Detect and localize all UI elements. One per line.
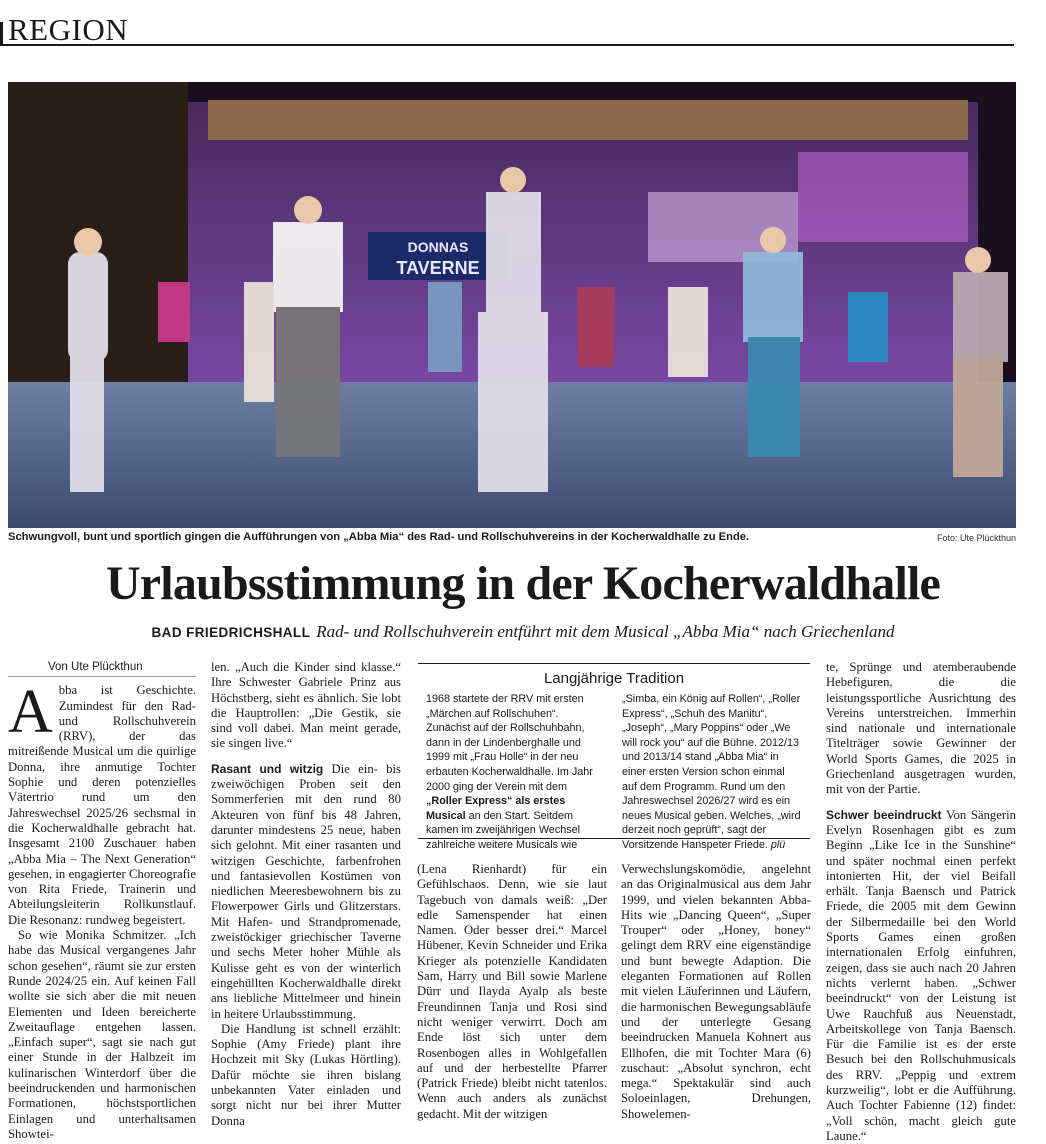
photo-caption: Schwungvoll, bunt und sportlich gingen die Aufführungen von „Abba Mia“ des Rad- und Rollschuhvereins in der Kocherwaldhalle zu Ende. <box>8 531 750 543</box>
headline: Urlaubsstimmung in der Kocherwaldhalle <box>105 557 941 610</box>
stage-photo-illustration <box>8 82 1016 528</box>
paragraph: len. „Auch die Kinder sind klasse.“ Ihre Schwester Gabriele Prinz aus Höchstberg, sieht es ähnlich. Sie lobt die Hauptrollen: „Die Gestik, sie sind voll dabei. Man meint gerade, sie singen live.“ <box>211 660 401 751</box>
byline: Von Ute Plückthun <box>48 661 143 673</box>
sign-taverne: TAVERNE <box>396 258 480 278</box>
info-box-text: 1968 startete der RRV mit ersten „Märchen auf Rollschuhen“. Zunächst auf der Rollschuhbahn, dann in der Lindenberghalle und 1999 mit „Frau Holle“ in der neu erbauten Kocherwaldhalle. Im Jahr 2000 ging der Verein mit dem „Roller Express“ als erstes Musical an den Start. Seitdem kamen im zweijährigen Wechsel zahlreiche weitere Musicals wie „Simba, ein König auf Rollen“, „Roller Express“, „Schuh des Manitu“, „Joseph“, „Mary Poppins“ oder „We will rock you“ auf die Bühne. 2012/13 und 2013/14 stand „Abba Mia“ in einer ersten Version schon einmal auf dem Programm. Rund um den Jahreswechsel 2026/27 wird es ein neues Musical geben. Welches, „wird derzeit noch geprüft“, sagt der Vorsitzende Hanspeter Friede. plü <box>426 693 801 851</box>
article-column-1 <box>8 660 196 1142</box>
drop-cap: A <box>8 678 53 747</box>
paragraph: Die ein- bis zweiwöchigen Proben seit den Sommerferien mit den rund 80 Akteuren von fünf bis 48 Jahren, darunter mindestens 25 neue, haben sich gelohnt. Mit einer rasanten und witzigen Geschichte, farbenfrohen und fantasievollen Kostümen von niedlichen Meeresbewohnern bis zu Flowerpower Girls und Glitzerstars. Mit Hafen- und Strandpromenade, zweistöckiger griechischer Taverne und sechs Meter hoher Mühle als Kulisse geht es von der winterlich eingehüllten Kocherwaldhalle direkt ans liebliche Mittelmeer und hinein in heitere Urlaubsstimmung. <box>211 761 401 1021</box>
info-box-title: Langjährige Tradition <box>543 670 685 687</box>
paragraph: So wie Monika Schmitzer. „Ich habe das Musical vergangenes Jahr schon gesehen“, räumt sie zur ersten Runde 2024/25 ein. Auf keinen Fall wollte sie sich aber die mit neuen Elementen und Ideen bereicherte Zweitauflage entgehen lassen. „Einfach super“, sagt sie nach gut einer Stunde in der Halbzeit im kulinarischen Winterdorf über die beeindruckenden und harmonischen Formationen, höchstsportlichen Einlagen und unterhaltsamen Showtei- <box>8 928 196 1141</box>
section-bar <box>0 22 3 46</box>
subheadline <box>0 622 1046 642</box>
subheading: Schwer beeindruckt <box>826 807 942 822</box>
byline-rule <box>8 676 196 677</box>
article-column-2 <box>211 660 401 1129</box>
paragraph: Verwechslungskomödie, angelehnt an das Originalmusical aus dem Jahr 1999, und vielen bekannten Abba-Hits wie „Dancing Queen“, „Super Trouper“ oder „Honey, honey“ gelingt dem RRV eine eigenständige und bunt bewegte Adaption. Die eleganten Formationen auf Rollen mit vielen Läuferinnen und Läufern, die harmonischen Bewegungsabläufe und der unterlegte Gesang beeindrucken Manuela Kohnert aus Ellhofen, die mit Tochter Mara (6) zuschaut: „Absolut synchron, echt mega.“ Spektakulär sind auch Soloeinlagen, Drehungen, Showelemen- <box>621 862 811 1121</box>
subheading: Rasant und witzig <box>211 761 324 776</box>
info-box-bold: „Roller Express“ als erstes Musical <box>426 795 566 822</box>
info-box <box>418 663 810 851</box>
deck: Rad- und Rollschuhverein entführt mit dem Musical „Abba Mia“ nach Griechenland <box>316 622 895 641</box>
article-column-4 <box>621 862 811 1122</box>
dateline-place: BAD FRIEDRICHSHALL <box>151 625 311 640</box>
section-header <box>0 8 1014 46</box>
info-box-signature: plü <box>770 838 786 851</box>
section-label: REGION <box>8 12 129 47</box>
paragraph: te, Sprünge und atemberaubende Hebefiguren, die die leistungssportliche Ausrichtung des Vereins unterstreichen. Immerhin sind nationale und internationale Titelträger sowie Gewinner der World Sports Games, die 2025 in Griechenland ausgetragen wurden, mit von der Partie. <box>826 660 1016 797</box>
photo-credit: Foto: Ute Plückthun <box>936 533 1016 543</box>
paragraph: (Lena Rienhardt) für ein Gefühlschaos. Denn, wie sie laut Tagebuch von damals weiß: „Der edle Samenspender hat einen Namen. Oder besser drei.“ Marcel Hübener, Kevin Schneider und Erika Krieger als potenzielle Kandidaten Sam, Harry und Bill sowie Marlene Dürr und Ilayda Ayalp als beste Freundinnen Tanja und Rosi sind nicht weniger verwirrt. Doch am Ende löst sich unter dem Rosenbogen alles in Wohlgefallen auf und der herbestellte Pfarrer (Patrick Friede) bleibt nicht tatenlos. Wenn auch anders als zunächst gedacht. Mit der witzigen <box>417 862 607 1121</box>
stage-photo <box>8 82 1016 528</box>
paragraph: Von Sängerin Evelyn Rosenhagen gibt es zum Beginn „Like Ice in the Sunshine“ und später nochmal einen perfekt intonierten Hit, der viel Beifall erhält. Tanja Baensch und Patrick Friede, die 2005 mit dem Gewinn der Silbermedaille bei den World Sports Games einen großen internationalen Erfolg einfuhren, zeigen, dass sie auch nach 20 Jahren nichts verlernt haben. „Schwer beeindruckt“ von der Leistung ist Uwe Rauchfuß aus Neuenstadt, Arbeitskollege von Tanja Baensch. Für die Familie ist es der erste Besuch bei den Rollschuhmusicals des RRV. „Peppig und extrem kurzweilig“, lobt er die Aufführung. Auch Tochter Fabienne (12) findet: „Voll schön, macht gleich gute Laune.“ <box>826 807 1016 1143</box>
paragraph: bba ist Geschichte. Zumindest für den Rad- und Rollschuhverein (RRV), der das mitreißende Musical um die quirlige Donna, ihre anmutige Tochter Sophie und deren potenzielles Vätertrio rund um den Jahreswechsel 2025/26 sechsmal in die Kocherwaldhalle gebracht hat. Insgesamt 2100 Zuschauer haben „Abba Mia – The Next Generation“ gesehen, in engagierter Choreografie von Rita Friede, Trainerin und Abteilungsleiterin Rollkunstlauf. Die Resonanz: rundweg begeistert. <box>8 683 196 927</box>
sign-donnas: DONNAS <box>407 239 469 255</box>
article-column-3 <box>417 862 607 1122</box>
paragraph: Die Handlung ist schnell erzählt: Sophie (Amy Friede) plant ihre Hochzeit mit Sky (Lukas Hörtling). Dafür möchte sie ihren bislang unbekannten Vater einladen und sorgt nicht nur bei ihrer Mutter Donna <box>211 1021 401 1128</box>
article-column-5 <box>826 660 1016 1144</box>
